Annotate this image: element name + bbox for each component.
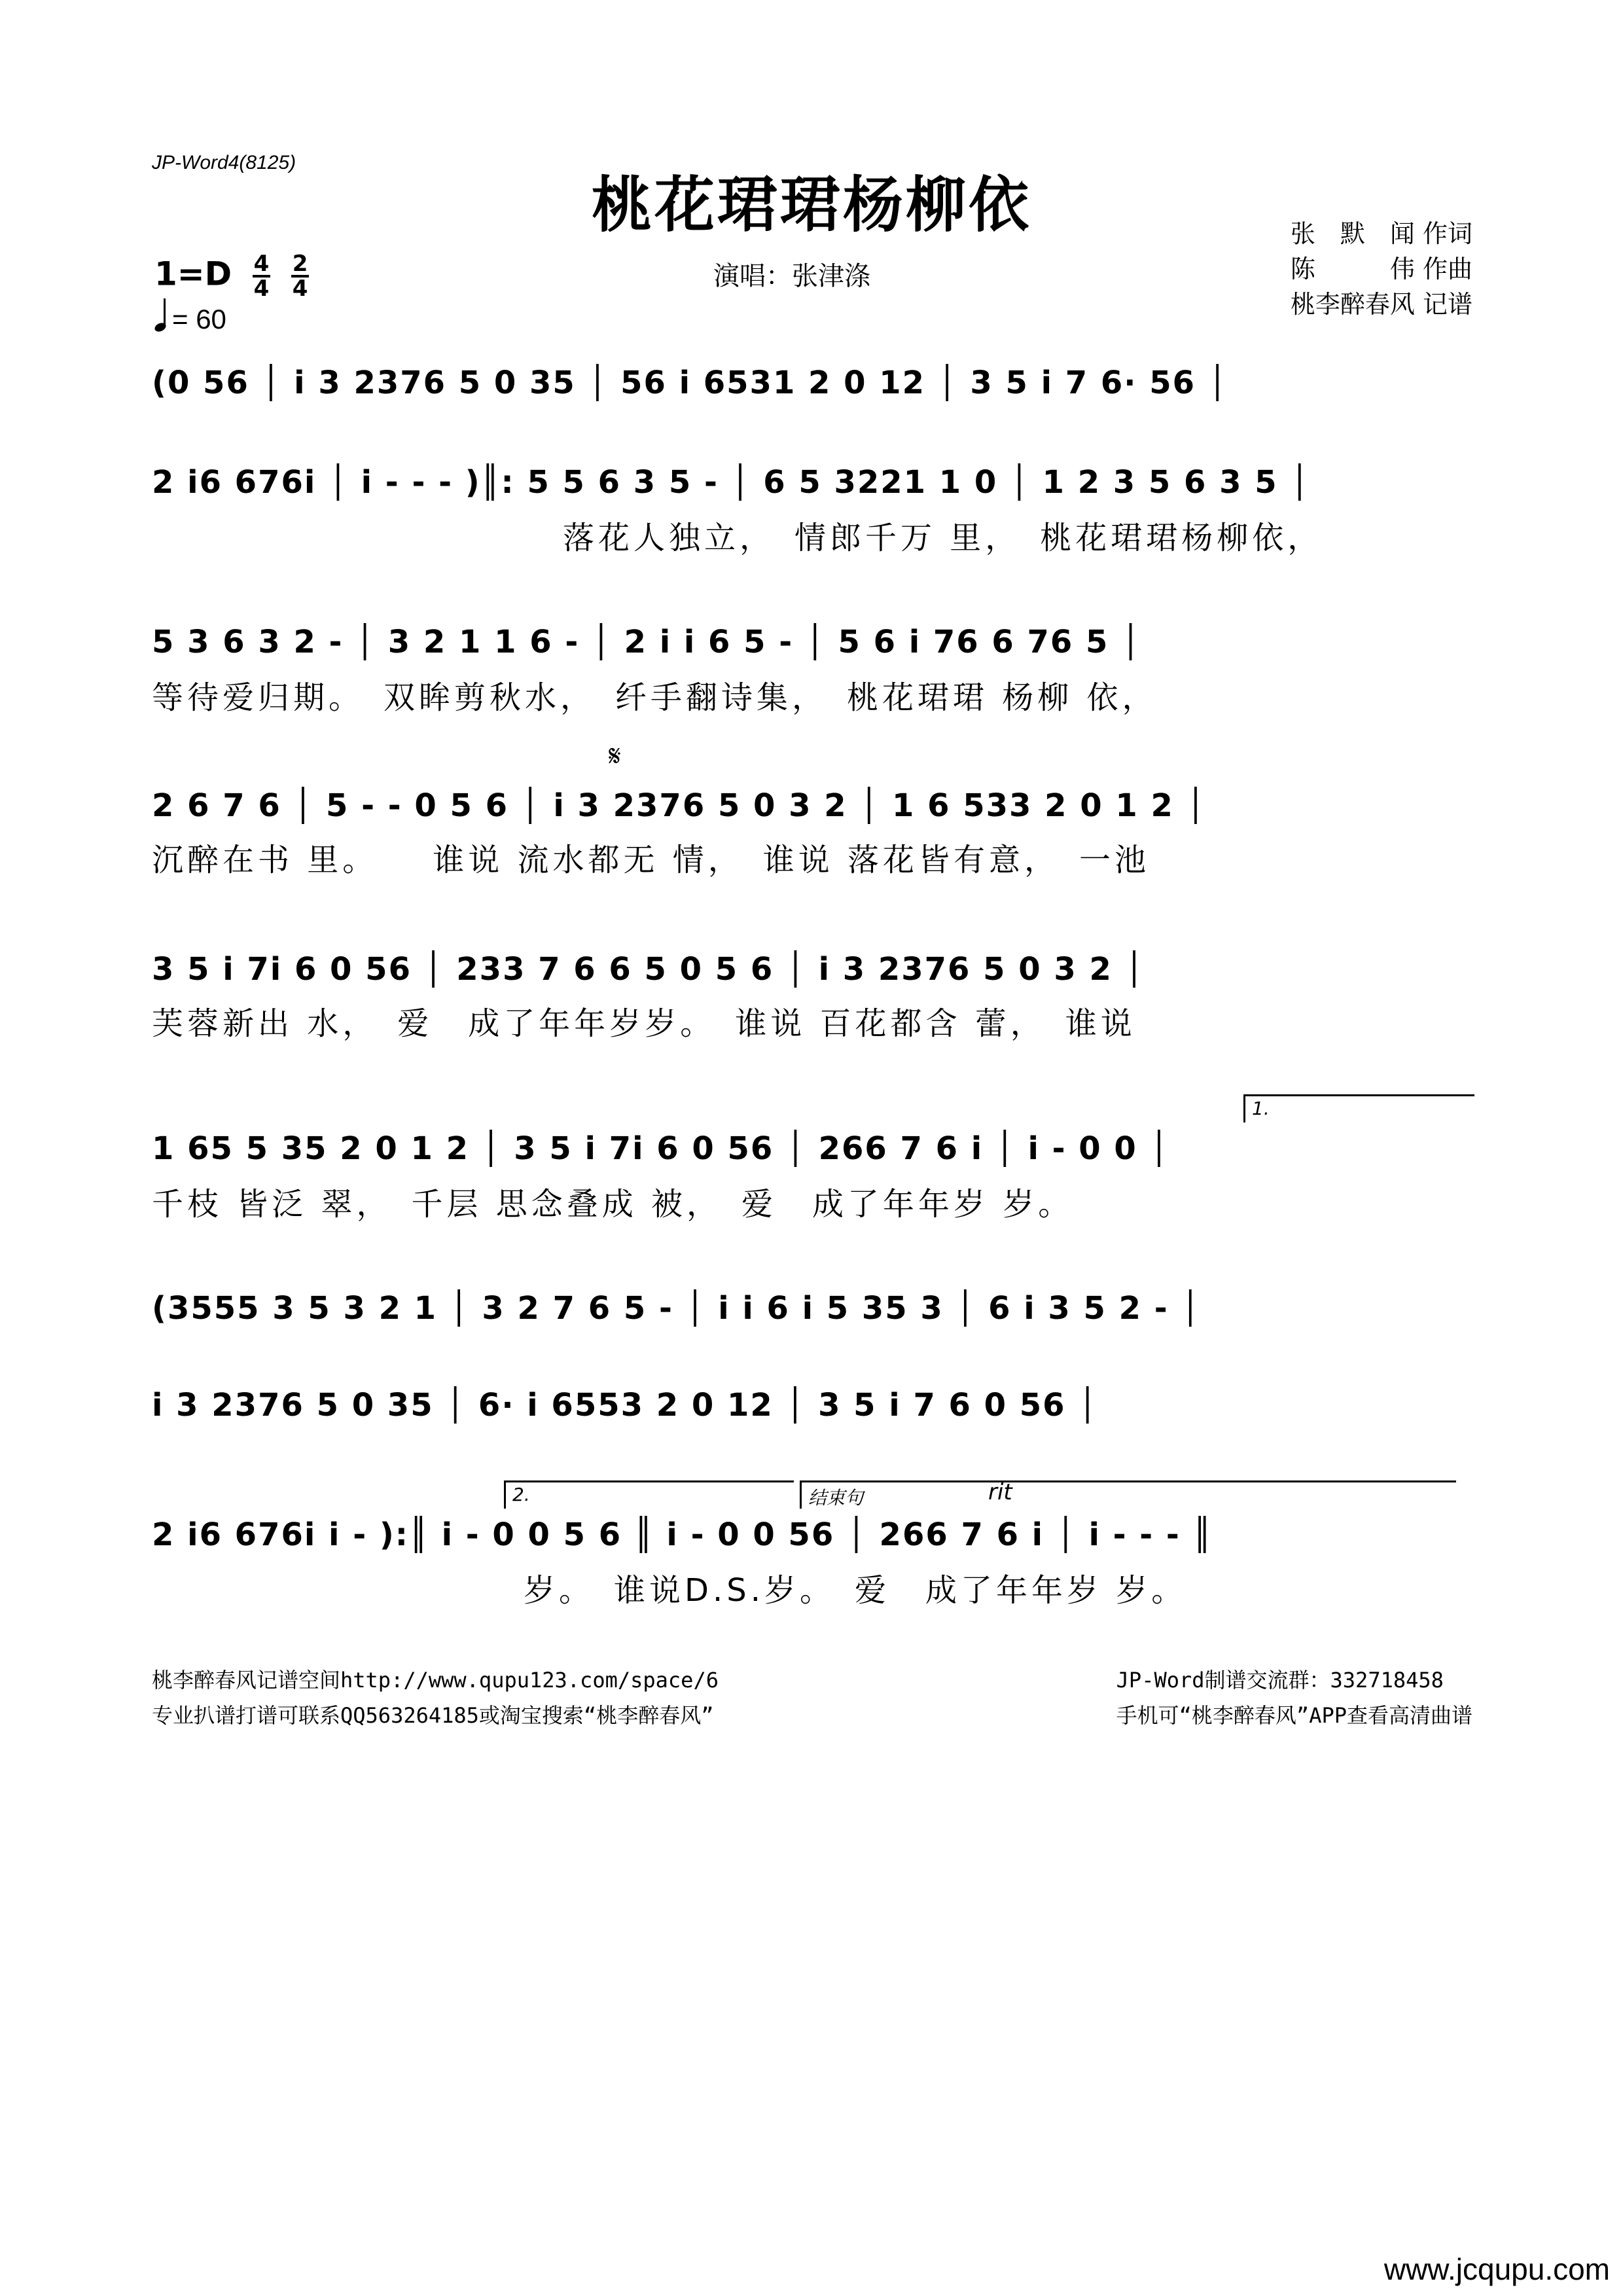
time-signature-b: $\frac{2}{4}$ bbox=[292, 251, 308, 302]
site-watermark: www.jcqupu.com bbox=[1383, 2252, 1610, 2286]
system-9-lyric: 岁。 谁说D.S.岁。 爱 成了年年岁 岁。 bbox=[524, 1572, 1187, 1609]
software-label: JP-Word4(8125) bbox=[152, 152, 296, 173]
system-3-music: 5 3 6 3 2 - │ 3 2 1 1 6 - │ 2 i i 6 5 - │ 5 6 i 76 6 76 5 │ bbox=[152, 624, 1141, 660]
tempo-marking: = 60 bbox=[154, 302, 226, 335]
key-label: 1=D bbox=[154, 255, 232, 293]
song-title: 桃花珺珺杨柳依 bbox=[591, 170, 1031, 240]
time-signature-a: $\frac{4}{4}$ bbox=[253, 251, 270, 302]
system-2-music: 2 i6 676i │ i - - - )║: 5 5 6 3 5 - │ 6 5 3221 1 0 │ 1 2 3 5 6 3 5 │ bbox=[152, 464, 1311, 501]
system-8-music: i 3 2376 5 0 35 │ 6· i 6553 2 0 12 │ 3 5 i 7 6 0 56 │ bbox=[152, 1387, 1099, 1424]
footer-right bbox=[1116, 1662, 1472, 1733]
credit-lyricist: 张 默 闻 作词 bbox=[1290, 219, 1472, 248]
system-5-lyric: 芙蓉新出 水， 爱 成了年年岁岁。 谁说 百花都含 蕾， 谁说 bbox=[152, 1005, 1136, 1042]
footer-left-line-1: 桃李醉春风记谱空间http://www.qupu123.com/space/6 bbox=[152, 1668, 719, 1693]
rit-mark: rit bbox=[988, 1479, 1012, 1505]
system-3-lyric: 等待爱归期。 双眸剪秋水， 纤手翻诗集， 桃花珺珺 杨柳 依， bbox=[152, 679, 1158, 716]
footer-right-line-1: JP-Word制谱交流群：332718458 bbox=[1116, 1668, 1444, 1693]
credit-transcriber: 桃李醉春风 记谱 bbox=[1290, 290, 1472, 319]
system-4-lyric: 沉醉在书 里。 谁说 流水都无 情， 谁说 落花皆有意， 一池 bbox=[152, 842, 1150, 878]
system-5-music: 3 5 i 7i 6 0 56 │ 233 7 6 6 5 0 5 6 │ i 3 2376 5 0 3 2 │ bbox=[152, 951, 1145, 988]
segno-mark: 𝄋 bbox=[609, 740, 621, 773]
key-signature bbox=[154, 253, 309, 300]
system-6-music: 1 65 5 35 2 0 1 2 │ 3 5 i 7i 6 0 56 │ 266 7 6 i │ i - 0 0 │ bbox=[152, 1130, 1170, 1167]
system-2-lyric: 落花人独立， 情郎千万 里， 桃花珺珺杨柳依， bbox=[563, 520, 1323, 556]
volta-1: 1. bbox=[1243, 1094, 1474, 1122]
volta-2: 2. bbox=[504, 1480, 794, 1509]
system-9-music: 2 i6 676i i - ):║ i - 0 0 5 6 ║ i - 0 0 56 │ 266 7 6 i │ i - - - ║ bbox=[152, 1516, 1213, 1553]
coda-bracket: 结束句 bbox=[800, 1480, 1456, 1509]
system-1-music: (0 56 │ i 3 2376 5 0 35 │ 56 i 6531 2 0 12 │ 3 5 i 7 6· 56 │ bbox=[152, 365, 1228, 401]
footer-right-line-2: 手机可“桃李醉春风”APP查看高清曲谱 bbox=[1116, 1703, 1472, 1728]
system-4-music: 2 6 7 6 │ 5 - - 0 5 6 │ i 3 2376 5 0 3 2 │ 1 6 533 2 0 1 2 │ bbox=[152, 787, 1207, 824]
credits bbox=[1291, 216, 1472, 322]
singer: 演唱：张津涤 bbox=[713, 261, 870, 291]
system-7-music: (3555 3 5 3 2 1 │ 3 2 7 6 5 - │ i i 6 i 5 35 3 │ 6 i 3 5 2 - │ bbox=[152, 1290, 1202, 1327]
footer-left-line-2: 专业扒谱打谱可联系QQ563264185或淘宝搜索“桃李醉春风” bbox=[152, 1703, 714, 1728]
credit-composer: 陈 伟 作曲 bbox=[1290, 255, 1472, 283]
footer-left bbox=[152, 1662, 719, 1733]
system-6-lyric: 千枝 皆泛 翠， 千层 思念叠成 被， 爱 成了年年岁 岁。 bbox=[152, 1186, 1074, 1223]
